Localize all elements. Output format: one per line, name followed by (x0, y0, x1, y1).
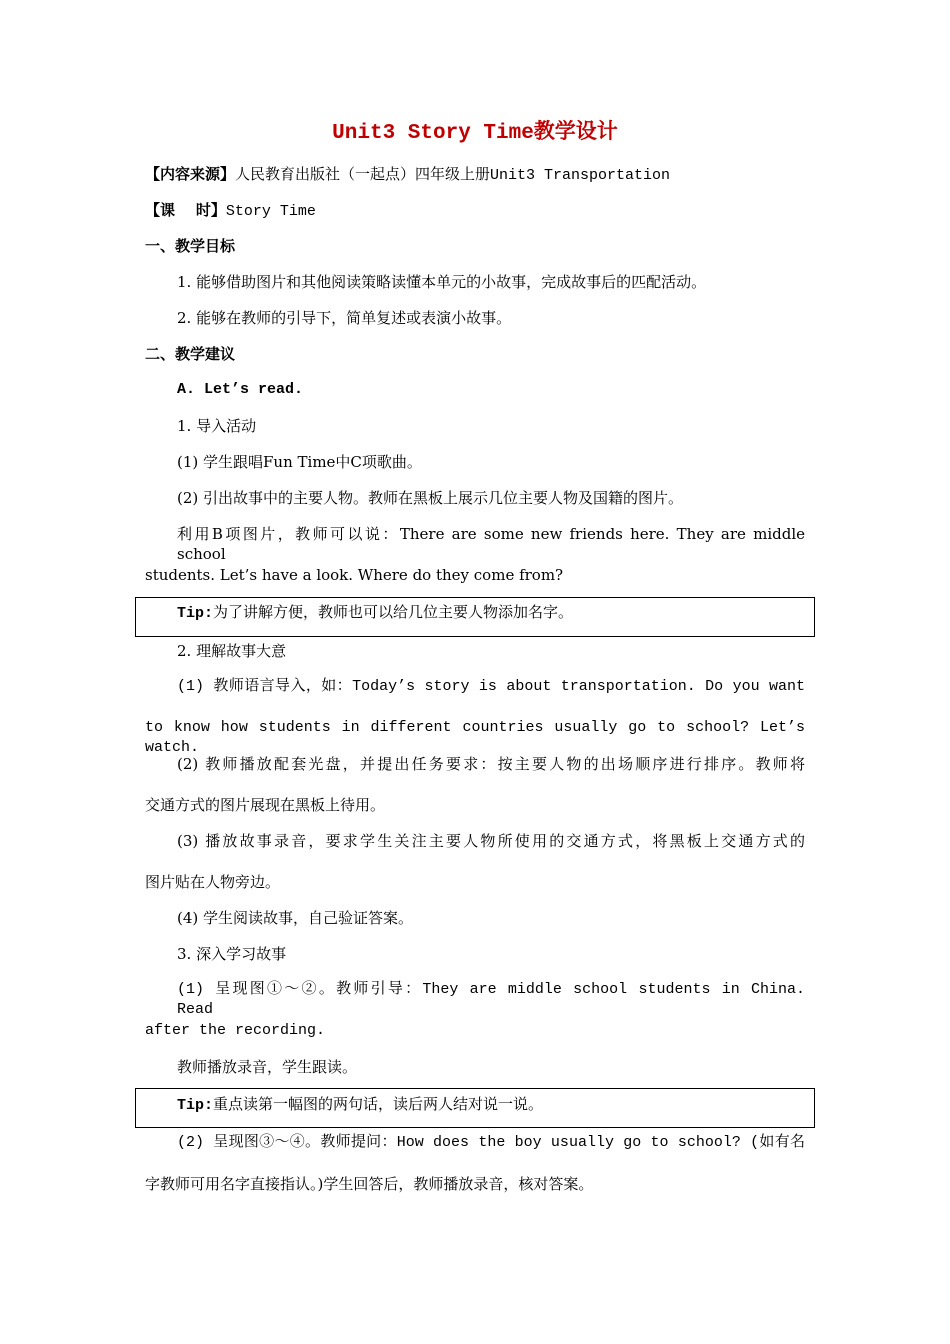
meta-lesson (145, 200, 316, 222)
step2-p3-line1: (3) 播放故事录音，要求学生关注主要人物所使用的交通方式，将黑板上交通方式的 (177, 832, 805, 850)
goal-item-2: 2. 能够在教师的引导下，简单复述或表演小故事。 (177, 309, 512, 327)
step3-p1-line1: (1) 呈现图①〜②。教师引导：They are middle school students in China. Read (177, 981, 805, 1018)
source-label: 【内容来源】 (145, 165, 236, 183)
tip-1-content (177, 602, 573, 624)
step1-p2: (2) 引出故事中的主要人物。教师在黑板上展示几位主要人物及国籍的图片。 (177, 489, 684, 507)
step3-title: 3. 深入学习故事 (177, 945, 287, 963)
page-title: Unit3 Story Time教学设计 (332, 122, 618, 145)
step1-p3-line2: students. Let’s have a look. Where do they come from? (145, 566, 564, 584)
tip-box-2 (135, 1088, 815, 1128)
step3-p1-line2: after the recording. (145, 1022, 326, 1039)
source-text: 人民教育出版社（一起点）四年级上册Unit3 Transportation (235, 167, 671, 184)
step2-p3-line2: 图片贴在人物旁边。 (145, 873, 281, 891)
step3-p2-line2: 字教师可用名字直接指认。)学生回答后，教师播放录音，核对答案。 (145, 1175, 594, 1193)
tip-1-text: 为了讲解方便，教师也可以给几位主要人物添加名字。 (213, 603, 574, 621)
step3-p2-line1: (2) 呈现图③〜④。教师提问：How does the boy usually go to school? (如有名 (177, 1134, 805, 1151)
step2-title: 2. 理解故事大意 (177, 642, 287, 660)
step2-p1-line1: (1) 教师语言导入，如：Today’s story is about transportation. Do you want (177, 678, 805, 695)
step1-p1: (1) 学生跟唱Fun Time中C项歌曲。 (177, 453, 422, 471)
step1-title: 1. 导入活动 (177, 417, 257, 435)
lesson-label: 【课 时】 (145, 201, 226, 219)
step1-p3-line1: 利用B项图片，教师可以说：There are some new friends here. They are middle school (177, 525, 805, 563)
lesson-text: Story Time (225, 203, 316, 220)
tip-2-text: 重点读第一幅图的两句话，读后两人结对说一说。 (213, 1095, 544, 1113)
step2-p4: (4) 学生阅读故事，自己验证答案。 (177, 909, 414, 927)
step2-p2-line1: (2) 教师播放配套光盘，并提出任务要求：按主要人物的出场顺序进行排序。教师将 (177, 755, 805, 773)
part-a-heading: A. Let’s read. (177, 381, 304, 398)
section-heading-goals: 一、教学目标 (145, 237, 236, 255)
tip-1-label: Tip: (177, 605, 214, 622)
tip-box-1 (135, 597, 815, 637)
goal-item-1: 1. 能够借助图片和其他阅读策略读懂本单元的小故事，完成故事后的匹配活动。 (177, 273, 707, 291)
meta-source (145, 164, 670, 186)
tip-2-label: Tip: (177, 1097, 214, 1114)
tip-2-content (177, 1094, 543, 1116)
section-heading-suggestions: 二、教学建议 (145, 345, 236, 363)
step3-p1-line3: 教师播放录音，学生跟读。 (177, 1058, 358, 1076)
step2-p1-line2: to know how students in different countries usually go to school? Let’s watch. (145, 719, 805, 756)
step2-p2-line2: 交通方式的图片展现在黑板上待用。 (145, 796, 386, 814)
